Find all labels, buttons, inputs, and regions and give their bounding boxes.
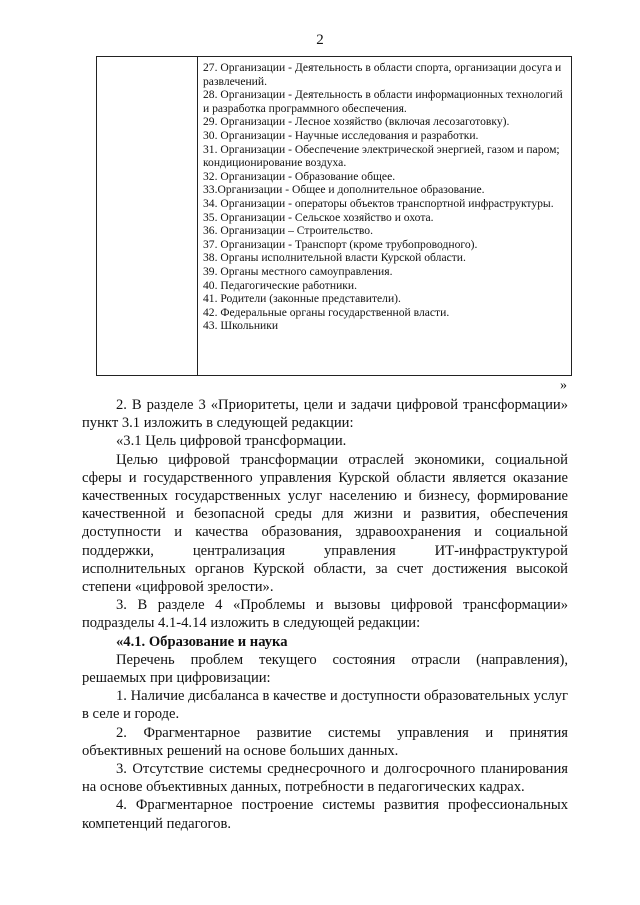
list-item: 36. Организации – Строительство.: [203, 224, 373, 238]
problem-item-3: 3. Отсутствие системы среднесрочного и долгосрочного планирования на основе объективных данных, потребности в педагогических кадрах.: [82, 761, 568, 796]
list-item: 30. Организации - Научные исследования и разработки.: [203, 128, 479, 142]
stakeholder-list: [203, 61, 565, 333]
list-item: 42. Федеральные органы государственной власти.: [203, 305, 450, 319]
list-item: 43. Школьники: [203, 319, 279, 333]
problem-item-4: 4. Фрагментарное построение системы развития профессиональных компетенций педагогов.: [82, 797, 568, 832]
closing-quote: »: [560, 378, 567, 393]
list-item: 33.Организации - Общее и дополнительное образование.: [203, 183, 485, 197]
paragraph-problems-intro: Перечень проблем текущего состояния отрасли (направления), решаемых при цифровизации:: [82, 651, 568, 687]
list-item: 32. Организации - Образование общее.: [203, 169, 396, 183]
list-item: 37. Организации - Транспорт (кроме трубопроводного).: [203, 237, 478, 251]
list-item: 41. Родители (законные представители).: [203, 292, 401, 306]
list-item: 31. Организации - Обеспечение электрической энергией, газом и паром; кондиционирование воздуха.: [203, 142, 560, 170]
list-item: 34. Организации - операторы объектов транспортной инфраструктуры.: [203, 196, 554, 210]
problem-item-2: 2. Фрагментарное развитие системы управления и принятия объективных решений на основе больших данных.: [82, 724, 568, 759]
paragraph-goal-heading: «3.1 Цель цифровой трансформации.: [116, 433, 347, 450]
paragraph-section4-amendment: 3. В разделе 4 «Проблемы и вызовы цифровой трансформации» подразделы 4.1-4.14 изложить в следующей редакции:: [82, 597, 568, 632]
stakeholder-table: [96, 56, 572, 376]
section-heading-education: «4.1. Образование и наука: [116, 633, 288, 650]
document-body: [82, 396, 568, 833]
table-column-divider: [197, 57, 198, 375]
list-item: 27. Организации - Деятельность в области спорта, организации досуга и развлечений.: [203, 61, 562, 88]
paragraph-section3-amendment: 2. В разделе 3 «Приоритеты, цели и задачи цифровой трансформации» пункт 3.1 изложить в следующей редакции:: [82, 397, 568, 432]
problem-item-1: 1. Наличие дисбаланса в качестве и доступности образовательных услуг в селе и городе.: [82, 688, 568, 723]
page-number: 2: [316, 32, 324, 48]
list-item: 29. Организации - Лесное хозяйство (включая лесозаготовку).: [203, 115, 510, 129]
list-item: 35. Организации - Сельское хозяйство и охота.: [203, 210, 434, 224]
list-item: 28. Организации - Деятельность в области информационных технологий и разработка программного обеспечения.: [203, 88, 563, 115]
list-item: 39. Органы местного самоуправления.: [203, 264, 393, 278]
paragraph-goal-text: Целью цифровой трансформации отраслей экономики, социальной сферы и государственного управления Курской области является оказание качественных государственных услуг населению и бизнесу, формирование качественной и безопасной среды для жизни и развития, обеспечения доступности и качества образования, здравоохранения и социальной поддержки, централизация управления ИТ-инфраструктурой исполнительных органов Курской области, за счет достижения высокой степени «цифровой зрелости».: [82, 451, 568, 596]
list-item: 40. Педагогические работники.: [203, 278, 358, 292]
list-item: 38. Органы исполнительной власти Курской области.: [203, 251, 466, 265]
